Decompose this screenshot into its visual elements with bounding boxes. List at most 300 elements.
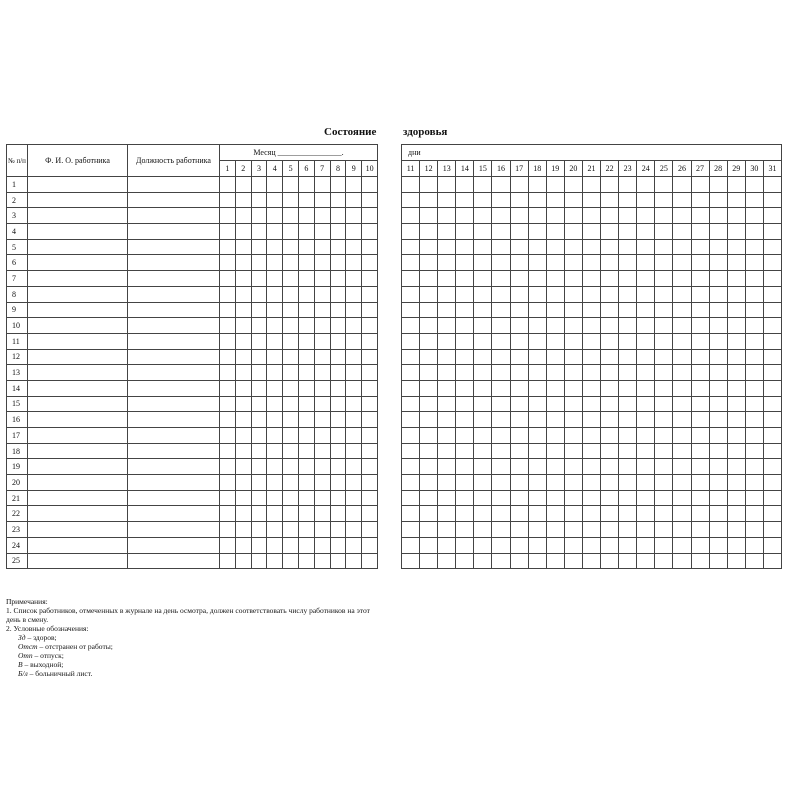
day-cell[interactable] bbox=[745, 537, 763, 553]
day-cell[interactable] bbox=[492, 443, 510, 459]
day-cell[interactable] bbox=[727, 208, 745, 224]
day-cell[interactable] bbox=[402, 475, 420, 491]
day-cell[interactable] bbox=[267, 208, 283, 224]
day-cell[interactable] bbox=[582, 302, 600, 318]
day-cell[interactable] bbox=[564, 271, 582, 287]
day-cell[interactable] bbox=[492, 522, 510, 538]
day-cell[interactable] bbox=[564, 208, 582, 224]
day-cell[interactable] bbox=[346, 428, 362, 444]
day-cell[interactable] bbox=[564, 553, 582, 569]
day-cell[interactable] bbox=[564, 380, 582, 396]
day-cell[interactable] bbox=[420, 333, 438, 349]
day-cell[interactable] bbox=[528, 475, 546, 491]
position-cell[interactable] bbox=[128, 396, 220, 412]
day-cell[interactable] bbox=[456, 365, 474, 381]
day-cell[interactable] bbox=[474, 537, 492, 553]
day-cell[interactable] bbox=[528, 318, 546, 334]
name-cell[interactable] bbox=[28, 522, 128, 538]
day-cell[interactable] bbox=[619, 396, 637, 412]
day-cell[interactable] bbox=[492, 490, 510, 506]
day-cell[interactable] bbox=[528, 459, 546, 475]
day-cell[interactable] bbox=[438, 224, 456, 240]
day-cell[interactable] bbox=[582, 475, 600, 491]
day-cell[interactable] bbox=[763, 333, 781, 349]
day-cell[interactable] bbox=[763, 428, 781, 444]
day-cell[interactable] bbox=[456, 380, 474, 396]
day-cell[interactable] bbox=[709, 271, 727, 287]
day-cell[interactable] bbox=[709, 224, 727, 240]
day-cell[interactable] bbox=[346, 333, 362, 349]
day-cell[interactable] bbox=[601, 286, 619, 302]
day-cell[interactable] bbox=[763, 475, 781, 491]
day-cell[interactable] bbox=[546, 537, 564, 553]
day-cell[interactable] bbox=[474, 192, 492, 208]
day-cell[interactable] bbox=[564, 192, 582, 208]
position-cell[interactable] bbox=[128, 192, 220, 208]
day-cell[interactable] bbox=[546, 396, 564, 412]
day-cell[interactable] bbox=[314, 208, 330, 224]
day-cell[interactable] bbox=[267, 459, 283, 475]
day-cell[interactable] bbox=[763, 239, 781, 255]
name-cell[interactable] bbox=[28, 365, 128, 381]
day-cell[interactable] bbox=[510, 475, 528, 491]
day-cell[interactable] bbox=[456, 537, 474, 553]
day-cell[interactable] bbox=[474, 286, 492, 302]
day-cell[interactable] bbox=[763, 459, 781, 475]
day-cell[interactable] bbox=[235, 475, 251, 491]
day-cell[interactable] bbox=[691, 553, 709, 569]
day-cell[interactable] bbox=[745, 522, 763, 538]
day-cell[interactable] bbox=[220, 208, 236, 224]
day-cell[interactable] bbox=[564, 255, 582, 271]
day-cell[interactable] bbox=[763, 553, 781, 569]
day-cell[interactable] bbox=[691, 396, 709, 412]
day-cell[interactable] bbox=[267, 522, 283, 538]
day-cell[interactable] bbox=[235, 412, 251, 428]
day-cell[interactable] bbox=[619, 302, 637, 318]
day-cell[interactable] bbox=[438, 412, 456, 428]
day-cell[interactable] bbox=[235, 302, 251, 318]
day-cell[interactable] bbox=[456, 522, 474, 538]
day-cell[interactable] bbox=[727, 553, 745, 569]
day-cell[interactable] bbox=[298, 255, 314, 271]
day-cell[interactable] bbox=[691, 239, 709, 255]
day-cell[interactable] bbox=[673, 177, 691, 193]
day-cell[interactable] bbox=[745, 349, 763, 365]
day-cell[interactable] bbox=[220, 443, 236, 459]
day-cell[interactable] bbox=[267, 349, 283, 365]
day-cell[interactable] bbox=[474, 271, 492, 287]
day-cell[interactable] bbox=[474, 349, 492, 365]
day-cell[interactable] bbox=[346, 490, 362, 506]
day-cell[interactable] bbox=[251, 349, 267, 365]
day-cell[interactable] bbox=[510, 318, 528, 334]
day-cell[interactable] bbox=[438, 318, 456, 334]
day-cell[interactable] bbox=[346, 177, 362, 193]
day-cell[interactable] bbox=[220, 380, 236, 396]
day-cell[interactable] bbox=[402, 177, 420, 193]
day-cell[interactable] bbox=[727, 396, 745, 412]
day-cell[interactable] bbox=[601, 365, 619, 381]
day-cell[interactable] bbox=[314, 333, 330, 349]
day-cell[interactable] bbox=[420, 412, 438, 428]
day-cell[interactable] bbox=[298, 553, 314, 569]
day-cell[interactable] bbox=[220, 286, 236, 302]
day-cell[interactable] bbox=[438, 365, 456, 381]
day-cell[interactable] bbox=[298, 333, 314, 349]
name-cell[interactable] bbox=[28, 333, 128, 349]
day-cell[interactable] bbox=[601, 255, 619, 271]
day-cell[interactable] bbox=[655, 318, 673, 334]
position-cell[interactable] bbox=[128, 318, 220, 334]
day-cell[interactable] bbox=[763, 271, 781, 287]
position-cell[interactable] bbox=[128, 333, 220, 349]
day-cell[interactable] bbox=[655, 224, 673, 240]
day-cell[interactable] bbox=[251, 553, 267, 569]
day-cell[interactable] bbox=[619, 365, 637, 381]
day-cell[interactable] bbox=[637, 271, 655, 287]
day-cell[interactable] bbox=[438, 349, 456, 365]
day-cell[interactable] bbox=[438, 255, 456, 271]
day-cell[interactable] bbox=[314, 537, 330, 553]
day-cell[interactable] bbox=[601, 271, 619, 287]
day-cell[interactable] bbox=[637, 333, 655, 349]
day-cell[interactable] bbox=[655, 286, 673, 302]
day-cell[interactable] bbox=[619, 286, 637, 302]
day-cell[interactable] bbox=[691, 224, 709, 240]
day-cell[interactable] bbox=[298, 286, 314, 302]
day-cell[interactable] bbox=[510, 224, 528, 240]
day-cell[interactable] bbox=[727, 443, 745, 459]
day-cell[interactable] bbox=[456, 333, 474, 349]
day-cell[interactable] bbox=[220, 318, 236, 334]
day-cell[interactable] bbox=[601, 412, 619, 428]
day-cell[interactable] bbox=[314, 271, 330, 287]
day-cell[interactable] bbox=[727, 522, 745, 538]
name-cell[interactable] bbox=[28, 286, 128, 302]
day-cell[interactable] bbox=[362, 255, 378, 271]
day-cell[interactable] bbox=[637, 490, 655, 506]
day-cell[interactable] bbox=[251, 286, 267, 302]
day-cell[interactable] bbox=[474, 506, 492, 522]
day-cell[interactable] bbox=[438, 428, 456, 444]
day-cell[interactable] bbox=[283, 365, 299, 381]
day-cell[interactable] bbox=[346, 553, 362, 569]
day-cell[interactable] bbox=[510, 428, 528, 444]
day-cell[interactable] bbox=[235, 365, 251, 381]
day-cell[interactable] bbox=[564, 396, 582, 412]
day-cell[interactable] bbox=[546, 255, 564, 271]
day-cell[interactable] bbox=[673, 349, 691, 365]
day-cell[interactable] bbox=[362, 443, 378, 459]
day-cell[interactable] bbox=[601, 318, 619, 334]
day-cell[interactable] bbox=[745, 396, 763, 412]
day-cell[interactable] bbox=[235, 318, 251, 334]
day-cell[interactable] bbox=[330, 459, 346, 475]
day-cell[interactable] bbox=[564, 522, 582, 538]
day-cell[interactable] bbox=[727, 365, 745, 381]
day-cell[interactable] bbox=[546, 459, 564, 475]
day-cell[interactable] bbox=[330, 192, 346, 208]
name-cell[interactable] bbox=[28, 475, 128, 491]
day-cell[interactable] bbox=[564, 224, 582, 240]
day-cell[interactable] bbox=[691, 318, 709, 334]
position-cell[interactable] bbox=[128, 380, 220, 396]
day-cell[interactable] bbox=[564, 318, 582, 334]
day-cell[interactable] bbox=[402, 239, 420, 255]
day-cell[interactable] bbox=[474, 255, 492, 271]
day-cell[interactable] bbox=[283, 475, 299, 491]
day-cell[interactable] bbox=[438, 490, 456, 506]
name-cell[interactable] bbox=[28, 224, 128, 240]
name-cell[interactable] bbox=[28, 490, 128, 506]
day-cell[interactable] bbox=[456, 192, 474, 208]
day-cell[interactable] bbox=[763, 506, 781, 522]
day-cell[interactable] bbox=[601, 553, 619, 569]
day-cell[interactable] bbox=[745, 380, 763, 396]
day-cell[interactable] bbox=[346, 443, 362, 459]
day-cell[interactable] bbox=[474, 475, 492, 491]
day-cell[interactable] bbox=[763, 286, 781, 302]
day-cell[interactable] bbox=[492, 192, 510, 208]
position-cell[interactable] bbox=[128, 208, 220, 224]
day-cell[interactable] bbox=[655, 302, 673, 318]
day-cell[interactable] bbox=[251, 475, 267, 491]
day-cell[interactable] bbox=[528, 239, 546, 255]
day-cell[interactable] bbox=[637, 506, 655, 522]
day-cell[interactable] bbox=[362, 208, 378, 224]
day-cell[interactable] bbox=[763, 443, 781, 459]
day-cell[interactable] bbox=[251, 192, 267, 208]
day-cell[interactable] bbox=[601, 192, 619, 208]
position-cell[interactable] bbox=[128, 365, 220, 381]
day-cell[interactable] bbox=[362, 380, 378, 396]
day-cell[interactable] bbox=[235, 177, 251, 193]
day-cell[interactable] bbox=[346, 318, 362, 334]
day-cell[interactable] bbox=[564, 239, 582, 255]
day-cell[interactable] bbox=[763, 255, 781, 271]
day-cell[interactable] bbox=[528, 177, 546, 193]
day-cell[interactable] bbox=[727, 537, 745, 553]
day-cell[interactable] bbox=[564, 177, 582, 193]
day-cell[interactable] bbox=[510, 459, 528, 475]
day-cell[interactable] bbox=[582, 490, 600, 506]
day-cell[interactable] bbox=[251, 318, 267, 334]
day-cell[interactable] bbox=[220, 271, 236, 287]
day-cell[interactable] bbox=[582, 443, 600, 459]
day-cell[interactable] bbox=[619, 428, 637, 444]
name-cell[interactable] bbox=[28, 396, 128, 412]
day-cell[interactable] bbox=[362, 333, 378, 349]
day-cell[interactable] bbox=[438, 459, 456, 475]
day-cell[interactable] bbox=[235, 428, 251, 444]
day-cell[interactable] bbox=[528, 208, 546, 224]
day-cell[interactable] bbox=[528, 490, 546, 506]
day-cell[interactable] bbox=[220, 537, 236, 553]
day-cell[interactable] bbox=[691, 506, 709, 522]
position-cell[interactable] bbox=[128, 428, 220, 444]
day-cell[interactable] bbox=[727, 255, 745, 271]
day-cell[interactable] bbox=[709, 239, 727, 255]
day-cell[interactable] bbox=[582, 333, 600, 349]
day-cell[interactable] bbox=[474, 224, 492, 240]
day-cell[interactable] bbox=[283, 396, 299, 412]
position-cell[interactable] bbox=[128, 506, 220, 522]
day-cell[interactable] bbox=[637, 522, 655, 538]
day-cell[interactable] bbox=[438, 475, 456, 491]
day-cell[interactable] bbox=[330, 443, 346, 459]
day-cell[interactable] bbox=[251, 302, 267, 318]
day-cell[interactable] bbox=[492, 302, 510, 318]
day-cell[interactable] bbox=[510, 302, 528, 318]
day-cell[interactable] bbox=[420, 537, 438, 553]
day-cell[interactable] bbox=[346, 239, 362, 255]
day-cell[interactable] bbox=[362, 286, 378, 302]
day-cell[interactable] bbox=[691, 412, 709, 428]
position-cell[interactable] bbox=[128, 349, 220, 365]
day-cell[interactable] bbox=[709, 396, 727, 412]
day-cell[interactable] bbox=[283, 349, 299, 365]
day-cell[interactable] bbox=[619, 239, 637, 255]
day-cell[interactable] bbox=[510, 271, 528, 287]
day-cell[interactable] bbox=[673, 286, 691, 302]
name-cell[interactable] bbox=[28, 302, 128, 318]
day-cell[interactable] bbox=[709, 506, 727, 522]
day-cell[interactable] bbox=[220, 255, 236, 271]
day-cell[interactable] bbox=[673, 365, 691, 381]
day-cell[interactable] bbox=[267, 192, 283, 208]
day-cell[interactable] bbox=[619, 537, 637, 553]
day-cell[interactable] bbox=[330, 365, 346, 381]
day-cell[interactable] bbox=[619, 553, 637, 569]
day-cell[interactable] bbox=[673, 224, 691, 240]
day-cell[interactable] bbox=[402, 365, 420, 381]
day-cell[interactable] bbox=[528, 443, 546, 459]
day-cell[interactable] bbox=[564, 506, 582, 522]
name-cell[interactable] bbox=[28, 412, 128, 428]
day-cell[interactable] bbox=[582, 286, 600, 302]
day-cell[interactable] bbox=[314, 396, 330, 412]
day-cell[interactable] bbox=[438, 302, 456, 318]
day-cell[interactable] bbox=[346, 224, 362, 240]
day-cell[interactable] bbox=[673, 208, 691, 224]
day-cell[interactable] bbox=[235, 224, 251, 240]
day-cell[interactable] bbox=[402, 396, 420, 412]
day-cell[interactable] bbox=[709, 412, 727, 428]
day-cell[interactable] bbox=[528, 412, 546, 428]
day-cell[interactable] bbox=[267, 475, 283, 491]
day-cell[interactable] bbox=[235, 239, 251, 255]
day-cell[interactable] bbox=[655, 475, 673, 491]
day-cell[interactable] bbox=[727, 224, 745, 240]
day-cell[interactable] bbox=[582, 349, 600, 365]
day-cell[interactable] bbox=[314, 255, 330, 271]
day-cell[interactable] bbox=[546, 475, 564, 491]
day-cell[interactable] bbox=[601, 396, 619, 412]
day-cell[interactable] bbox=[456, 349, 474, 365]
day-cell[interactable] bbox=[420, 239, 438, 255]
day-cell[interactable] bbox=[314, 380, 330, 396]
day-cell[interactable] bbox=[420, 255, 438, 271]
day-cell[interactable] bbox=[546, 224, 564, 240]
day-cell[interactable] bbox=[691, 537, 709, 553]
day-cell[interactable] bbox=[330, 490, 346, 506]
day-cell[interactable] bbox=[763, 412, 781, 428]
day-cell[interactable] bbox=[314, 318, 330, 334]
day-cell[interactable] bbox=[655, 396, 673, 412]
day-cell[interactable] bbox=[235, 537, 251, 553]
day-cell[interactable] bbox=[235, 522, 251, 538]
day-cell[interactable] bbox=[235, 553, 251, 569]
day-cell[interactable] bbox=[251, 333, 267, 349]
day-cell[interactable] bbox=[330, 333, 346, 349]
day-cell[interactable] bbox=[709, 333, 727, 349]
day-cell[interactable] bbox=[619, 349, 637, 365]
day-cell[interactable] bbox=[402, 271, 420, 287]
name-cell[interactable] bbox=[28, 192, 128, 208]
day-cell[interactable] bbox=[420, 522, 438, 538]
day-cell[interactable] bbox=[220, 177, 236, 193]
day-cell[interactable] bbox=[267, 412, 283, 428]
position-cell[interactable] bbox=[128, 475, 220, 491]
position-cell[interactable] bbox=[128, 459, 220, 475]
day-cell[interactable] bbox=[438, 192, 456, 208]
day-cell[interactable] bbox=[510, 443, 528, 459]
day-cell[interactable] bbox=[456, 208, 474, 224]
day-cell[interactable] bbox=[619, 255, 637, 271]
day-cell[interactable] bbox=[283, 271, 299, 287]
day-cell[interactable] bbox=[362, 537, 378, 553]
day-cell[interactable] bbox=[582, 224, 600, 240]
day-cell[interactable] bbox=[601, 475, 619, 491]
day-cell[interactable] bbox=[298, 490, 314, 506]
day-cell[interactable] bbox=[528, 506, 546, 522]
day-cell[interactable] bbox=[235, 443, 251, 459]
day-cell[interactable] bbox=[420, 192, 438, 208]
day-cell[interactable] bbox=[691, 522, 709, 538]
day-cell[interactable] bbox=[402, 192, 420, 208]
day-cell[interactable] bbox=[251, 177, 267, 193]
day-cell[interactable] bbox=[763, 537, 781, 553]
day-cell[interactable] bbox=[637, 239, 655, 255]
day-cell[interactable] bbox=[528, 380, 546, 396]
day-cell[interactable] bbox=[673, 428, 691, 444]
day-cell[interactable] bbox=[655, 553, 673, 569]
day-cell[interactable] bbox=[420, 428, 438, 444]
day-cell[interactable] bbox=[582, 537, 600, 553]
day-cell[interactable] bbox=[235, 490, 251, 506]
day-cell[interactable] bbox=[283, 428, 299, 444]
day-cell[interactable] bbox=[546, 490, 564, 506]
day-cell[interactable] bbox=[267, 177, 283, 193]
day-cell[interactable] bbox=[492, 208, 510, 224]
day-cell[interactable] bbox=[492, 380, 510, 396]
day-cell[interactable] bbox=[619, 224, 637, 240]
day-cell[interactable] bbox=[298, 380, 314, 396]
day-cell[interactable] bbox=[474, 396, 492, 412]
day-cell[interactable] bbox=[673, 302, 691, 318]
day-cell[interactable] bbox=[420, 318, 438, 334]
day-cell[interactable] bbox=[220, 192, 236, 208]
day-cell[interactable] bbox=[346, 208, 362, 224]
day-cell[interactable] bbox=[314, 239, 330, 255]
day-cell[interactable] bbox=[601, 443, 619, 459]
day-cell[interactable] bbox=[510, 255, 528, 271]
day-cell[interactable] bbox=[283, 239, 299, 255]
day-cell[interactable] bbox=[691, 271, 709, 287]
day-cell[interactable] bbox=[637, 412, 655, 428]
day-cell[interactable] bbox=[492, 271, 510, 287]
